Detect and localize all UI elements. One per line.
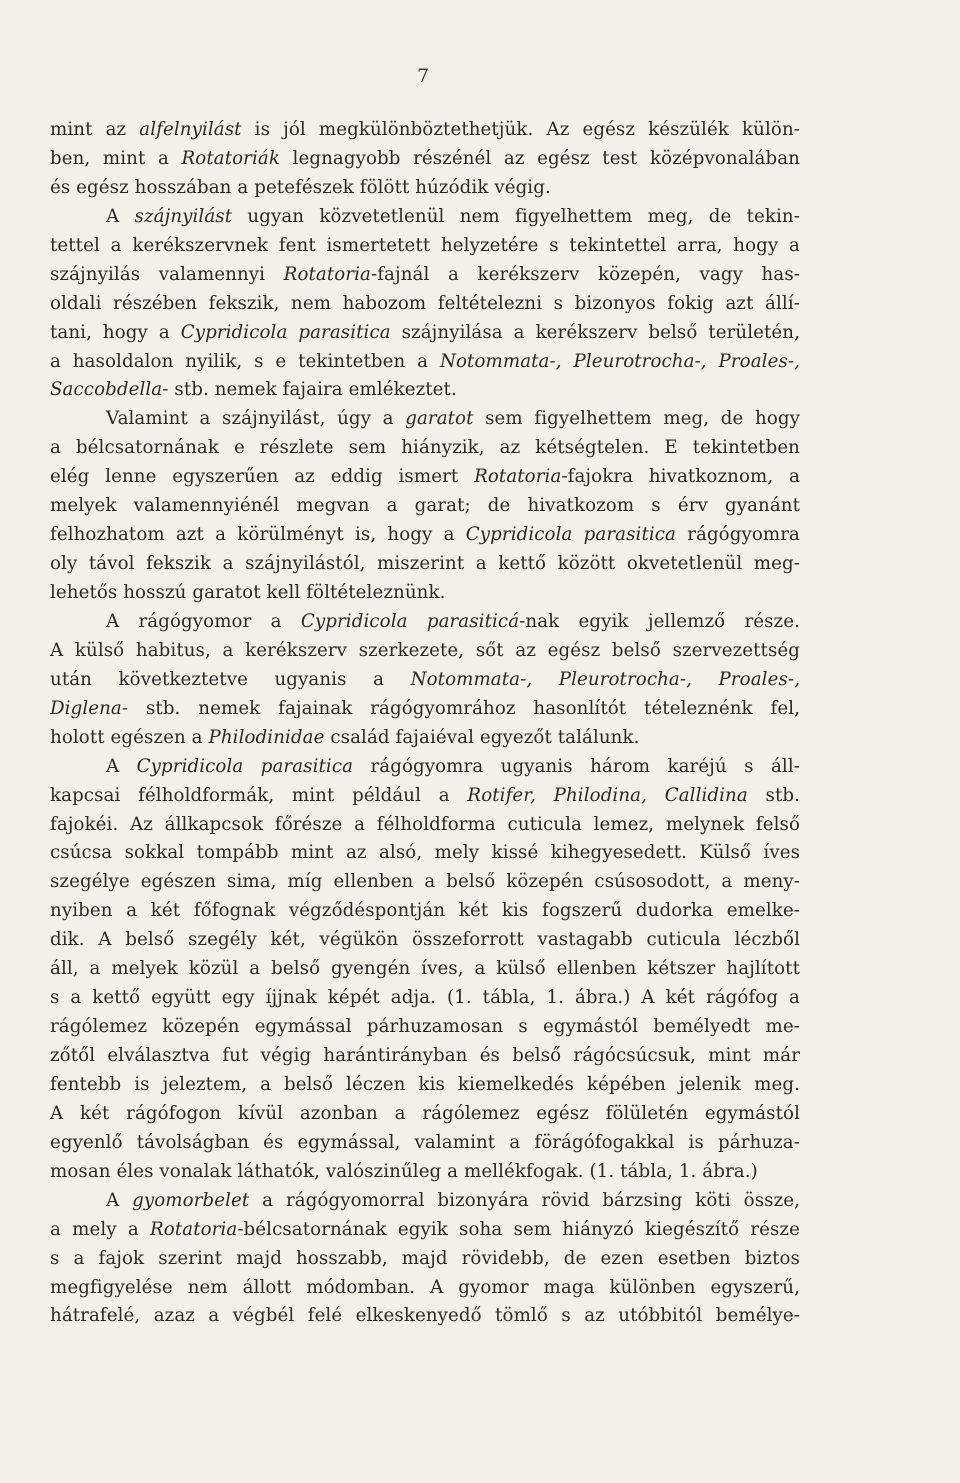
text-line (50, 1187, 800, 1216)
text-line (50, 434, 800, 463)
text-line (50, 782, 800, 811)
text-run: melyek valamennyiénél megvan a garat; de hivatkozom s érv gyanánt (50, 495, 800, 517)
text-run: oly távol fekszik a szájnyilástól, miszerint a kettő között okvetetlenül meg- (50, 553, 800, 575)
text-line (50, 348, 800, 377)
italic-term: garatot (405, 408, 474, 430)
text-line (50, 1129, 800, 1158)
text-run: lehetős hosszú garatot kell föltételeznünk. (50, 582, 446, 603)
text-line (50, 492, 800, 521)
text-run: mint az (50, 119, 140, 140)
text-run: fajokéi. Az állkapcsok főrésze a félholdforma cuticula lemez, melynek felső (50, 813, 800, 835)
text-line (50, 868, 800, 897)
text-run: dik. A belső szegély két, végükön összeforrott vastagabb cuticula léczből (50, 929, 800, 951)
text-run: A rágógyomor a (106, 610, 301, 632)
text-line (50, 145, 800, 174)
text-run: szájnyilása a kerékszerv belső területén, (390, 321, 800, 343)
text-line (50, 290, 800, 319)
italic-term: Diglena- (50, 697, 129, 719)
text-line (50, 232, 800, 261)
text-run: a mely a (50, 1218, 150, 1240)
text-run: család fajaiéval egyezőt találunk. (324, 726, 640, 748)
text-run: stb. nemek fajainak rágógyomrához hasonlítót tételeznénk fel, (128, 697, 800, 719)
text-run: után következtetve ugyanis a (50, 668, 411, 690)
text-run: mosan éles vonalak láthatók, valószinűleg a mellékfogak. (1. tábla, 1. ábra.) (50, 1160, 758, 1182)
text-line (50, 695, 800, 724)
italic-term: Rotatoria (283, 263, 371, 285)
text-run: és egész hosszában a petefészek fölött húzódik végig. (50, 176, 551, 198)
text-line (50, 1042, 800, 1071)
italic-term: Rotatoria (150, 1218, 238, 1240)
text-run: nyiben a két főfognak végződéspontján két kis fogszerű dudorka emelke- (50, 900, 800, 922)
text-run: megfigyelése nem állott módomban. A gyomor maga különben egyszerű, (50, 1276, 800, 1298)
text-run: s a kettő együtt egy íjjnak képét adja. (1. tábla, 1. ábra.) A két rágófog a (50, 987, 800, 1009)
italic-term: Saccobdella- (50, 379, 169, 401)
italic-term: gyomorbelet (132, 1189, 250, 1211)
text-line (50, 839, 800, 868)
text-run: tani, hogy a (50, 321, 181, 343)
text-run: egyenlő távolságban és egymással, valamint a förágófogakkal is párhuza- (50, 1131, 800, 1153)
text-line (50, 1274, 800, 1303)
text-run: is jól megkülönböztethetjük. Az egész készülék külön- (241, 119, 800, 140)
italic-term: Cypridicola parasiticá (300, 610, 520, 632)
text-run: -fajokra hivatkoznom, a (561, 466, 800, 488)
text-run: Valamint a szájnyilást, úgy a (106, 408, 406, 430)
text-line (50, 521, 800, 550)
text-line (50, 579, 800, 608)
text-run: stb. nemek fajaira emlékeztet. (168, 379, 457, 401)
text-run: stb. (747, 784, 801, 806)
text-run: A (106, 755, 137, 777)
text-line (50, 1158, 800, 1187)
text-run: áll, a melyek közül a belső gyengén íves, a külső ellenben kétszer hajlított (50, 958, 800, 980)
text-run: legnagyobb részénél az egész test középvonalában (279, 147, 800, 169)
text-line (50, 261, 800, 290)
text-line (50, 463, 800, 492)
text-line (50, 1302, 800, 1331)
text-run: zőtől elválasztva fut végig harántirányban és belső rágócsúcsuk, mint már (50, 1045, 800, 1066)
text-run: szegélye egészen sima, míg ellenben a belső közepén csúsosodott, a meny- (50, 871, 800, 893)
text-run: hátrafelé, azaz a végbél felé elkeskenyedő tömlő s az utóbbitól bemélye- (50, 1305, 800, 1327)
text-line (50, 637, 800, 666)
text-run: A (106, 205, 135, 227)
italic-term: Cypridicola parasitica (136, 755, 354, 777)
text-run: oldali részében fekszik, nem habozom feltételezni s bizonyos fokig azt állí- (50, 292, 800, 314)
text-line (50, 608, 800, 637)
text-run: csúcsa sokkal tompább mint az alsó, mely kissé kihegyesedett. Külső íves (50, 842, 800, 864)
text-run: rágógyomra (676, 524, 800, 546)
italic-term: Cypridicola parasitica (465, 524, 676, 546)
text-line (50, 1071, 800, 1100)
text-line (50, 550, 800, 579)
text-run: -nak egyik jellemző része. (519, 610, 800, 632)
text-run: tettel a kerékszervnek fent ismertetett helyzetére s tekintettel arra, hogy a (50, 234, 800, 256)
text-line (50, 897, 800, 926)
text-run: felhozhatom azt a körülményt is, hogy a (50, 524, 466, 546)
italic-term: Notommata-, Pleurotrocha-, Proales-, (410, 668, 801, 690)
text-line (50, 926, 800, 955)
text-run: ben, mint a (50, 147, 182, 169)
text-run: elég lenne egyszerűen az eddig ismert (50, 466, 475, 488)
text-run: fentebb is jeleztem, a belső léczen kis kiemelkedés képében jelenik meg. (50, 1073, 800, 1095)
text-line (50, 1216, 800, 1245)
page-number: 7 (417, 65, 430, 87)
text-line (50, 174, 800, 203)
italic-term: szájnyilást (134, 205, 233, 227)
text-run: a rágógyomorral bizonyára rövid bárzsing köti össze, (249, 1189, 800, 1211)
italic-term: Rotatoria (474, 466, 562, 488)
text-run: A két rágófogon kívül azonban a rágólemez egész fölületén egymástól (50, 1102, 800, 1124)
italic-term: Cypridicola parasitica (180, 321, 391, 343)
text-line (50, 666, 800, 695)
text-line (50, 203, 800, 232)
text-line (50, 1100, 800, 1129)
text-line (50, 811, 800, 840)
italic-term: Rotifer, Philodina, Callidina (467, 784, 748, 806)
text-line (50, 319, 800, 348)
text-line (50, 1013, 800, 1042)
text-line (50, 405, 800, 434)
text-line (50, 753, 800, 782)
text-run: a hasoldalon nyilik, s e tekintetben a (50, 350, 440, 372)
text-line (50, 984, 800, 1013)
text-run: kapcsai félholdformák, mint például a (50, 784, 468, 806)
text-line (50, 955, 800, 984)
text-run: -bélcsatornának egyik soha sem hiányzó kiegészítő része (237, 1218, 800, 1240)
text-line (50, 724, 800, 753)
text-run: -fajnál a kerékszerv közepén, vagy has- (370, 263, 800, 285)
text-run: rágógyomra ugyanis három karéjú s áll- (353, 755, 800, 777)
text-run: s a fajok szerint majd hosszabb, majd rövidebb, de ezen esetben biztos (50, 1247, 800, 1269)
text-run: rágólemez közepén egymással párhuzamosan s egymástól bemélyedt me- (50, 1016, 800, 1038)
text-run: sem figyelhettem meg, de hogy (473, 408, 800, 430)
text-run: holott egészen a (50, 726, 209, 748)
text-run: szájnyilás valamennyi (50, 263, 284, 285)
text-line (50, 1245, 800, 1274)
text-run: A külső habitus, a kerékszerv szerkezete, sőt az egész belső szervezettség (50, 639, 800, 661)
text-run: A (106, 1189, 133, 1211)
italic-term: Rotatoriák (181, 147, 280, 169)
text-run: ugyan közvetetlenül nem figyelhettem meg, de tekin- (232, 205, 800, 227)
text-line (50, 376, 800, 405)
italic-term: Notommata-, Pleurotrocha-, Proales-, (439, 350, 801, 372)
body-text (50, 116, 800, 1331)
text-run: a bélcsatornának e részlete sem hiányzik, az kétségtelen. E tekintetben (50, 437, 800, 459)
italic-term: Philodinidae (208, 726, 325, 748)
text-line (50, 116, 800, 145)
italic-term: alfelnyilást (139, 119, 242, 140)
